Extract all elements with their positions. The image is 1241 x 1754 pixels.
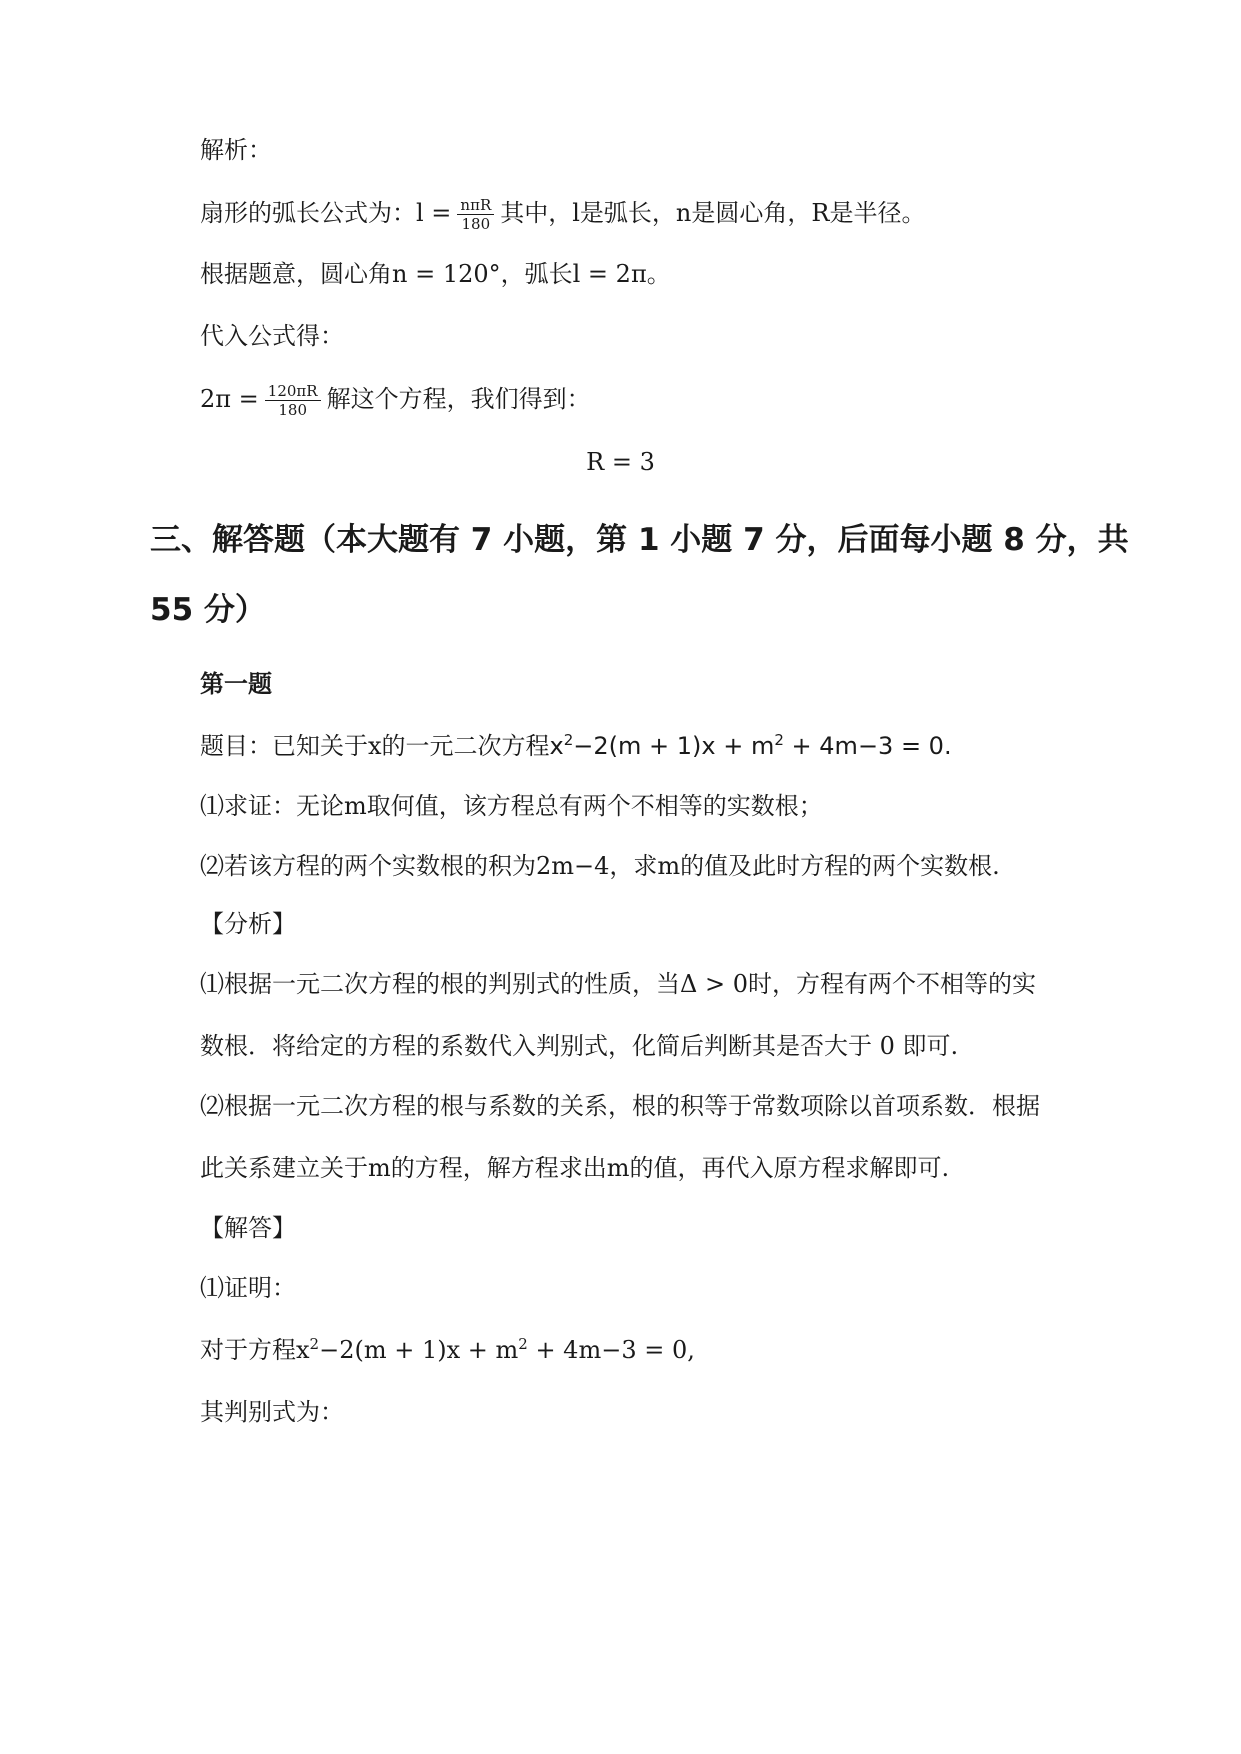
formula-intro: 扇形的弧长公式为： <box>200 199 416 227</box>
substitute-label: 代入公式得： <box>200 322 344 350</box>
proof-eq-a: x <box>296 1336 310 1364</box>
proof-eq-prefix: 对于方程 <box>200 1336 296 1364</box>
equation-note: 解这个方程，我们得到： <box>326 385 591 413</box>
stem-prefix: 题目：已知关于x的一元二次方程 <box>200 732 550 760</box>
analysis-2-line2: 此关系建立关于m的方程，解方程求出m的值，再代入原方程求解即可. <box>200 1154 950 1182</box>
proof-eq-b-sup: 2 <box>518 1335 528 1353</box>
formula-note: 其中，l是弧长，n是圆心角，R是半径。 <box>500 199 926 227</box>
part-1-question: ⑴求证：无论m取何值，该方程总有两个不相等的实数根； <box>200 792 823 820</box>
analysis-1-line2: 数根．将给定的方程的系数代入判别式，化简后判断其是否大于 0 即可. <box>200 1032 959 1060</box>
proof-eq-b: −2(m + 1)x + m <box>319 1336 519 1364</box>
formula-numerator: nπR <box>457 196 494 215</box>
analysis-label: 解析： <box>200 136 272 164</box>
answer-bracket-label: 【解答】 <box>200 1214 296 1242</box>
result-equation: R = 3 <box>586 448 655 476</box>
proof-label: ⑴证明： <box>200 1274 296 1302</box>
formula-denominator: 180 <box>461 215 491 233</box>
proof-eq-c: + 4m−3 = 0, <box>527 1336 695 1364</box>
formula-fraction <box>457 196 494 233</box>
part-2-question: ⑵若该方程的两个实数根的积为2m−4，求m的值及此时方程的两个实数根. <box>200 852 1000 880</box>
proof-equation-line <box>200 1334 695 1366</box>
stem-eq-a: x <box>549 732 564 760</box>
analysis-2-line1: ⑵根据一元二次方程的根与系数的关系，根的积等于常数项除以首项系数．根据 <box>200 1092 1040 1120</box>
analysis-1-line1: ⑴根据一元二次方程的根的判别式的性质，当Δ > 0时，方程有两个不相等的实 <box>200 970 1036 998</box>
substituted-equation-line <box>200 382 591 419</box>
analysis-bracket-label: 【分析】 <box>200 910 296 938</box>
stem-eq-b: −2(m + 1)x + m <box>573 732 775 760</box>
section-heading-line2: 55 分） <box>150 592 266 628</box>
given-values-line: 根据题意，圆心角n = 120°，弧长l = 2π。 <box>200 260 671 288</box>
stem-eq-a-sup: 2 <box>563 731 574 749</box>
stem-equation <box>550 732 952 760</box>
stem-eq-b-sup: 2 <box>774 731 784 749</box>
equation-denominator: 180 <box>278 401 307 419</box>
discriminant-label: 其判别式为： <box>200 1398 344 1426</box>
section-heading-line1: 三、解答题（本大题有 7 小题，第 1 小题 7 分，后面每小题 8 分，共 <box>150 522 1129 558</box>
equation-fraction <box>265 382 321 419</box>
problem-title: 第一题 <box>200 670 272 698</box>
arc-length-formula-line <box>200 196 925 233</box>
equation-numerator: 120πR <box>265 382 321 401</box>
proof-eq-a-sup: 2 <box>309 1335 320 1353</box>
problem-stem <box>200 730 952 762</box>
stem-eq-c: + 4m−3 = 0. <box>783 732 952 760</box>
equation-lhs: 2π = <box>200 385 259 413</box>
formula-lhs: l = <box>416 199 452 227</box>
